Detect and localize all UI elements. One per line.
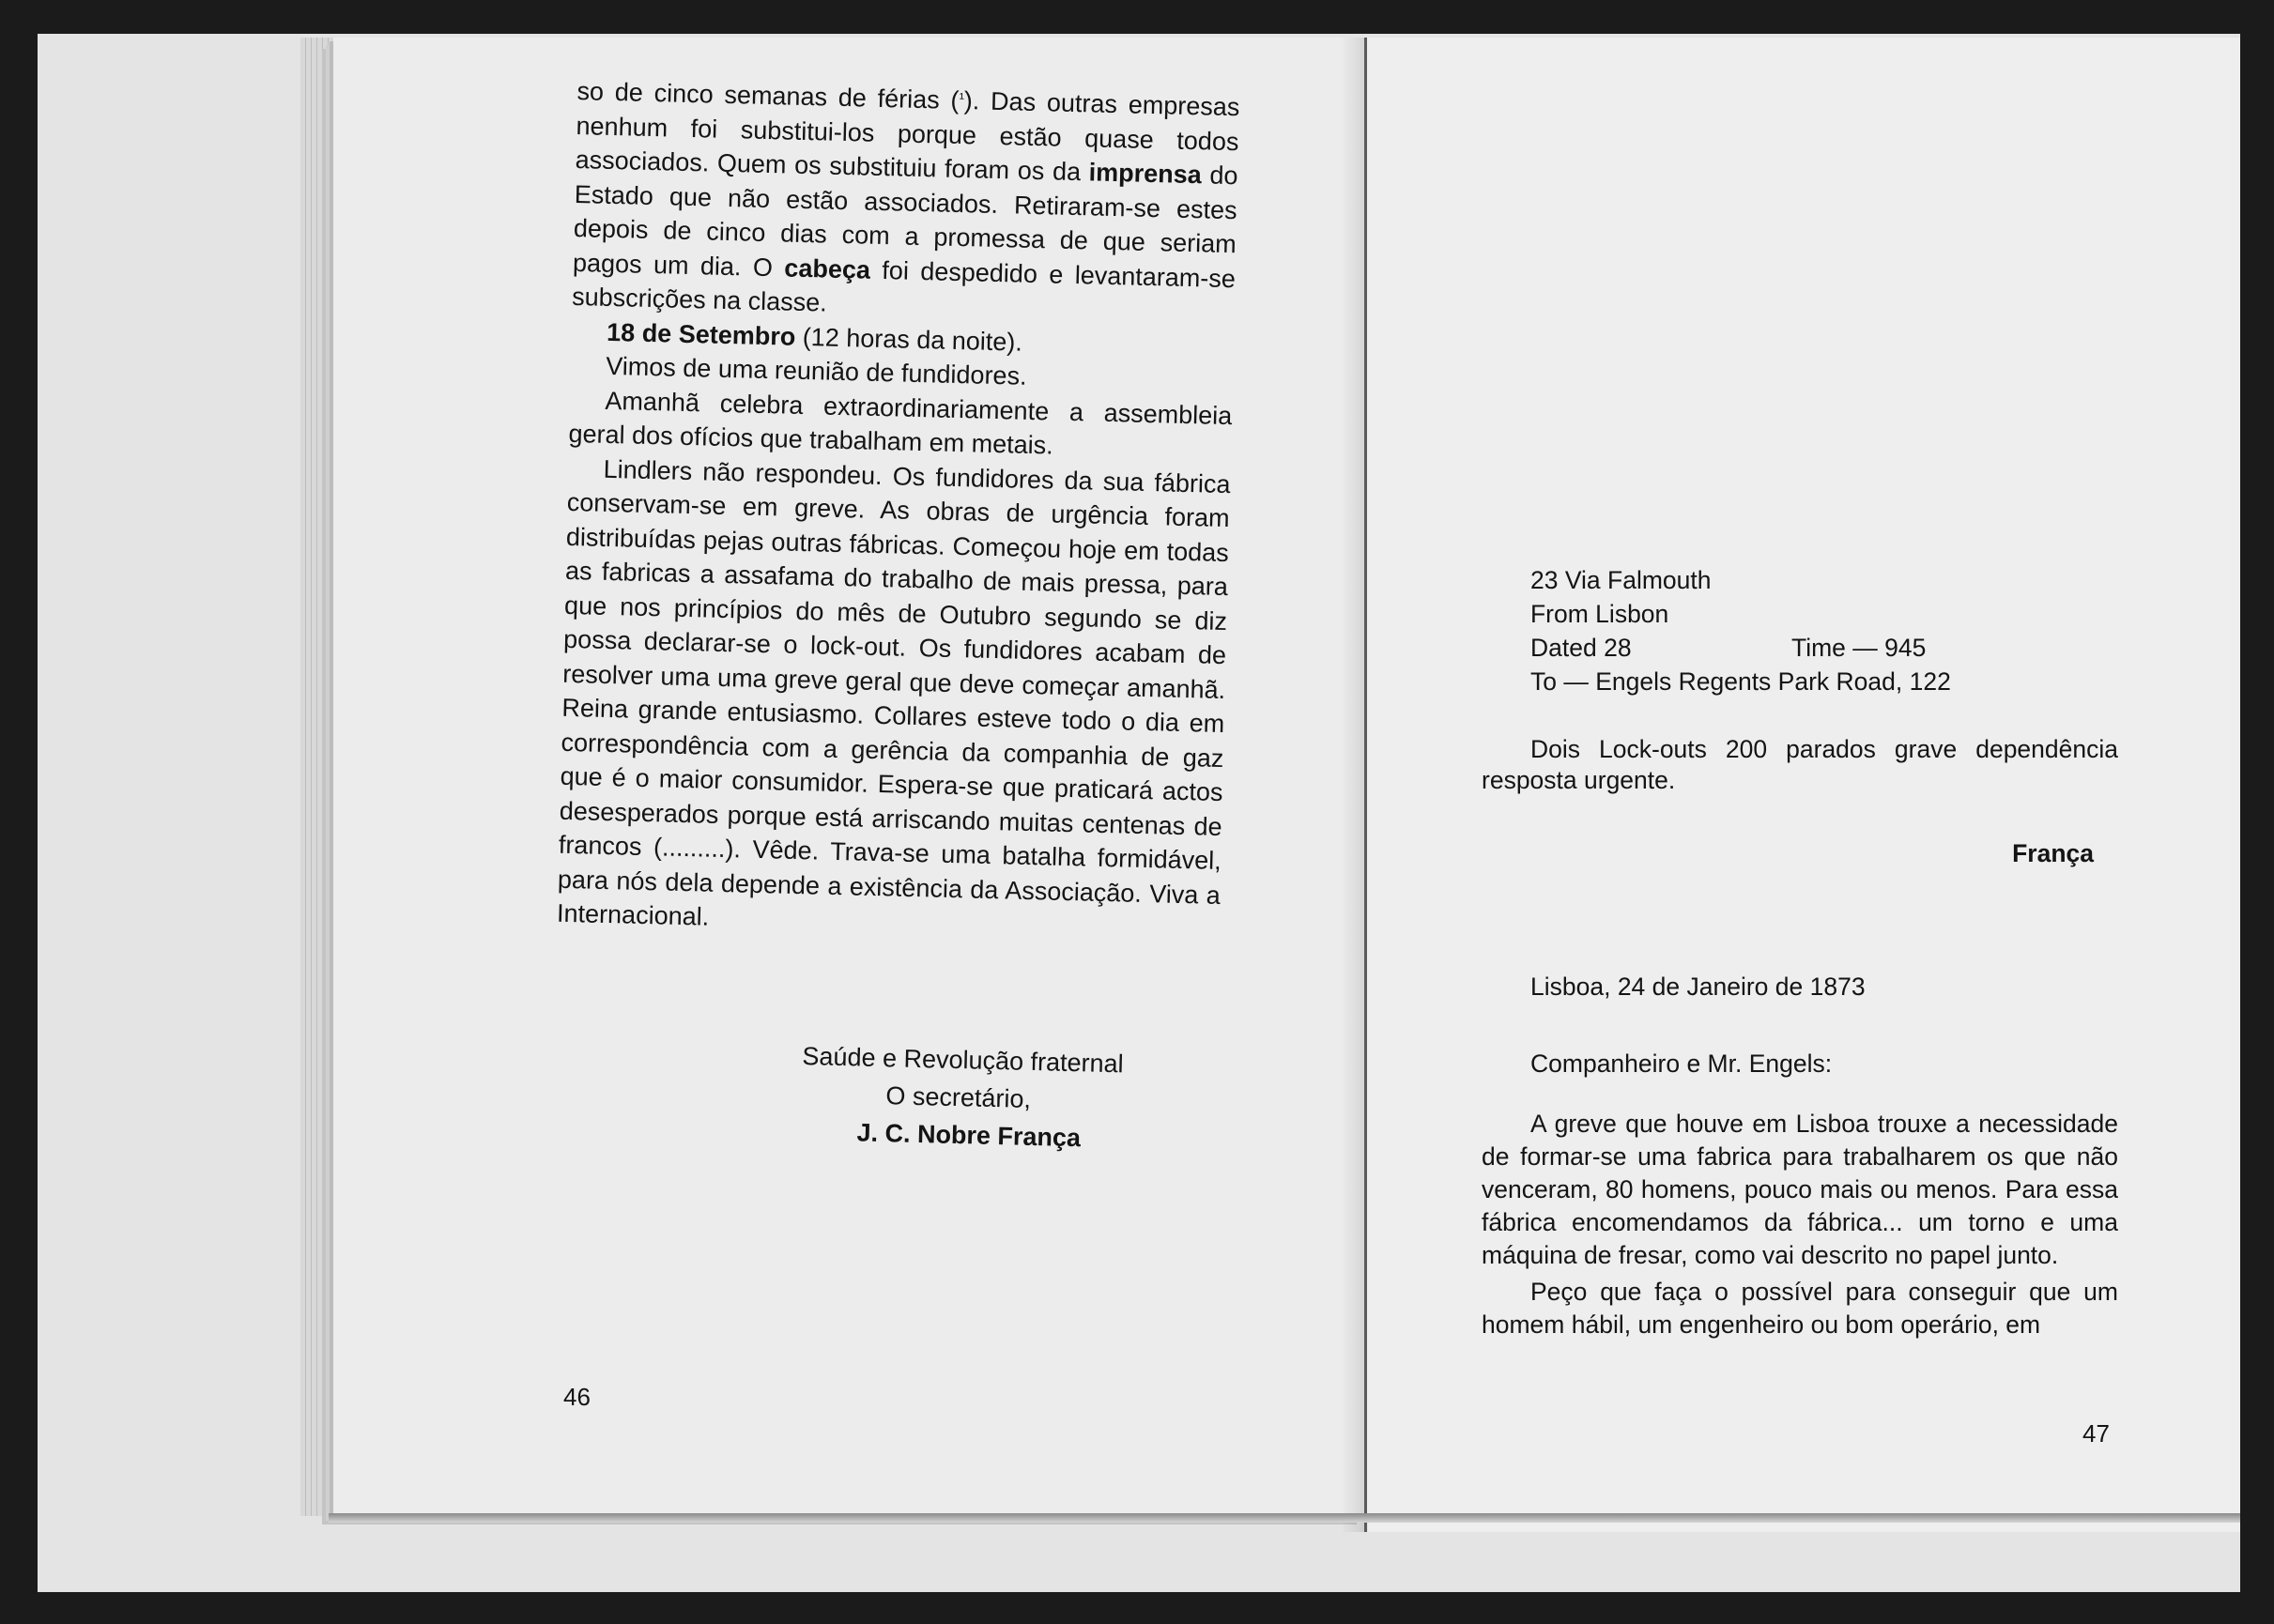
page-number-left: 46 xyxy=(563,1383,591,1411)
text-run: do Estado que não estão associados. Retiraram-se estes depois de cinco dias com a promessa de que seriam pagos um dia. O xyxy=(572,161,1238,282)
book-gutter xyxy=(1364,38,1367,1532)
page-bottom-shadow xyxy=(329,1513,2240,1523)
text-run: foi despedido e levantaram-se subscrições na classe. xyxy=(571,255,1237,317)
letter-paragraph: A greve que houve em Lisboa trouxe a necessidade de formar-se uma fabrica para trabalharem os que não venceram, 80 homens, pouco mais ou menos. Para essa fábrica encomendamos da fábrica... um torno e uma máquina de fresar, como vai descrito no papel junto. xyxy=(1482,1110,2118,1269)
text-run: ¹ xyxy=(959,90,965,108)
telegram-message: Dois Lock-outs 200 parados grave dependência resposta urgente. xyxy=(1482,735,2118,794)
telegram-time: Time — 945 xyxy=(1791,634,1927,662)
telegram-dated: Dated 28 xyxy=(1530,634,1632,662)
telegram-signature: França xyxy=(2012,839,2094,867)
telegram-dated-row xyxy=(1482,631,2118,665)
telegram-body xyxy=(1482,734,2118,796)
body-paragraph xyxy=(572,73,1240,330)
emphasis-text: 18 de Setembro xyxy=(606,317,796,351)
page-stack-edge xyxy=(300,38,334,1516)
page-number-right: 47 xyxy=(2082,1419,2110,1448)
text-run: Vimos de uma reunião de fundidores. xyxy=(606,351,1027,391)
signoff-closing: Saúde e Revolução fraternal xyxy=(802,1041,1125,1079)
letter-signoff xyxy=(800,1037,1178,1159)
signoff-title: O secretário, xyxy=(885,1081,1032,1113)
body-paragraph xyxy=(557,451,1231,946)
telegram-recipient: To — Engels Regents Park Road, 122 xyxy=(1530,667,1951,696)
letter-salutation: Companheiro e Mr. Engels: xyxy=(1530,1049,1833,1078)
letter-body xyxy=(1482,1108,2118,1341)
emphasis-text: imprensa xyxy=(1088,158,1203,190)
telegram-origin: From Lisbon xyxy=(1530,600,1669,628)
left-page-body-text xyxy=(557,73,1240,946)
signoff-name: J. C. Nobre França xyxy=(856,1118,1082,1153)
letter-paragraph: Peço que faça o possível para conseguir que um homem hábil, um engenheiro ou bom operário, em xyxy=(1482,1278,2118,1339)
gutter-shadow xyxy=(1341,38,1365,1532)
text-run: Amanhã celebra extraordinariamente a assembleia geral dos ofícios que trabalham em metais. xyxy=(568,386,1233,460)
telegram-header xyxy=(1482,563,2118,698)
telegram-route: 23 Via Falmouth xyxy=(1530,566,1712,594)
letter-date: Lisboa, 24 de Janeiro de 1873 xyxy=(1530,973,1866,1001)
text-run: ). Das outras empresas nenhum foi substitui-los porque estão quase todos associados. Quem os substituiu foram os da xyxy=(575,86,1240,187)
text-run: (12 horas da noite). xyxy=(794,322,1023,357)
text-run: so de cinco semanas de férias ( xyxy=(576,76,960,115)
emphasis-text: cabeça xyxy=(784,253,871,284)
text-run: Lindlers não respondeu. Os fundidores da sua fábrica conservam-se em greve. As obras de urgência foram distribuídas pejas outras fábricas. Começou hoje em todas as fabricas a assafama do trabalho de mais pressa, para que nos princípios do mês de Outubro segundo se diz possa declarar-se o lock-out. Os fundidores acabam de resolver uma uma greve geral que deve começar amanhã. Reina grande entusiasmo. Collares esteve todo o dia em correspondência com a gerência da companhia de gaz que é o maior consumidor. Espera-se que praticará actos desesperados porque está arriscando muitas centenas de francos (.........). Vêde. Trava-se uma batalha formidável, para nós dela depende a existência da Associação. Viva a Internacional. xyxy=(556,454,1231,931)
